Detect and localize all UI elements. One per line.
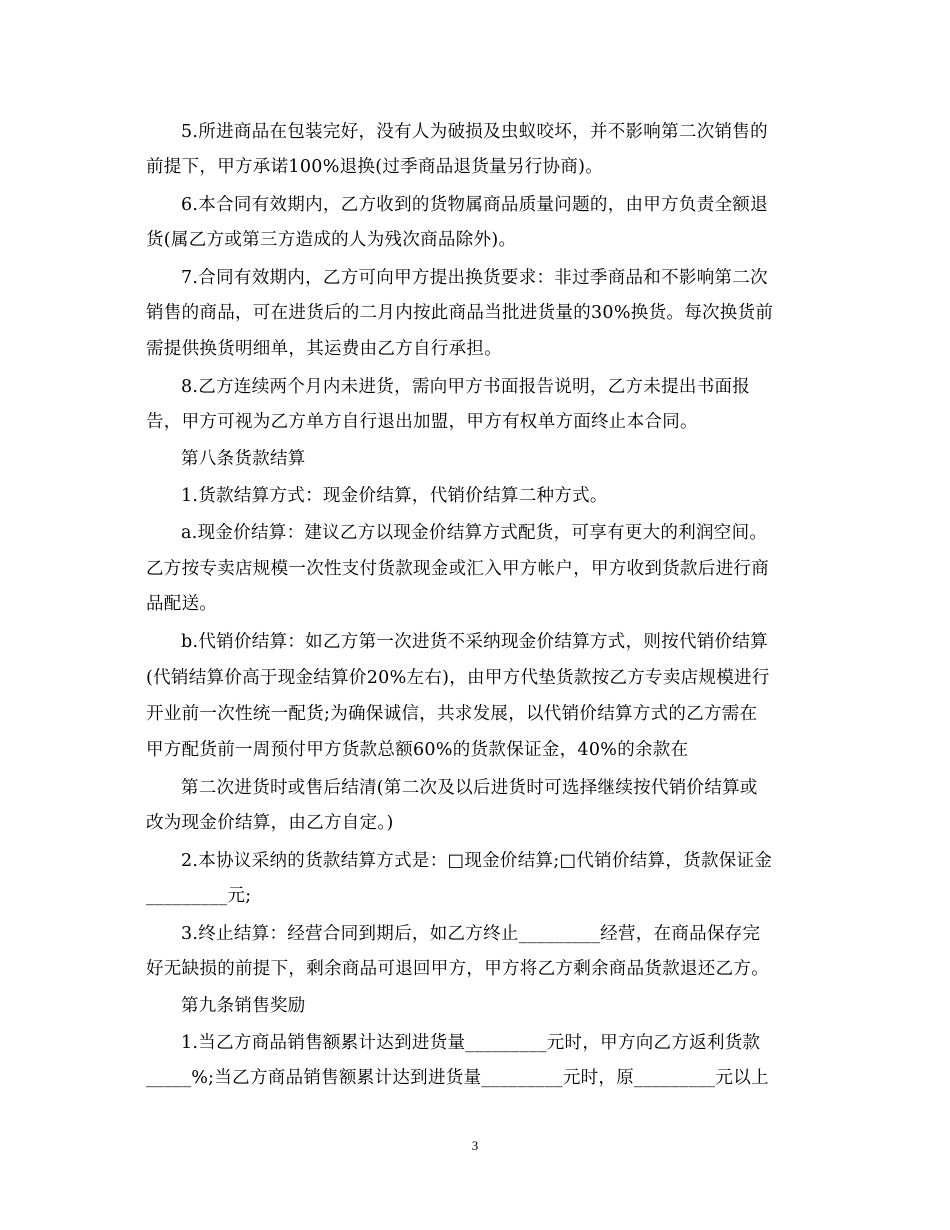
paragraph-line: 开业前一次性统一配货;为确保诚信，共求发展，以代销价结算方式的乙方需在 — [146, 704, 758, 724]
paragraph-line: 前提下，甲方承诺100%退换(过季商品退货量另行协商)。 — [146, 157, 604, 177]
paragraph-line: 6.本合同有效期内，乙方收到的货物属商品质量问题的，由甲方负责全额退 — [181, 195, 768, 215]
paragraph-line: 3.终止结算：经营合同到期后，如乙方终止_________经营，在商品保存完 — [181, 924, 761, 944]
paragraph-line: _________元; — [146, 886, 252, 906]
paragraph-line: 告，甲方可视为乙方单方自行退出加盟，甲方有权单方面终止本合同。 — [146, 412, 698, 432]
paragraph-line: (代销结算价高于现金结算价20%左右)，由甲方代垫货款按乙方专卖店规模进行 — [146, 668, 770, 688]
paragraph-line: 需提供换货明细单，其运费由乙方自行承担。 — [146, 339, 502, 359]
paragraph-line: 2.本协议采纳的货款结算方式是：□现金价结算;□代销价结算，货款保证金 — [181, 851, 773, 871]
paragraph-line: 品配送。 — [146, 594, 218, 614]
paragraph-line: 5.所进商品在包装完好，没有人为破损及虫蚁咬坏，并不影响第二次销售的 — [181, 122, 768, 142]
paragraph-line: 7.合同有效期内，乙方可向甲方提出换货要求：非过季商品和不影响第二次 — [181, 268, 768, 288]
paragraph-line: 销售的商品，可在进货后的二月内按此商品当批进货量的30%换货。每次换货前 — [146, 303, 774, 323]
paragraph-line: 乙方按专卖店规模一次性支付货款现金或汇入甲方帐户，甲方收到货款后进行商 — [146, 559, 769, 579]
paragraph-line: 好无缺损的前提下，剩余商品可退回甲方，甲方将乙方剩余商品货款退还乙方。 — [146, 959, 769, 979]
paragraph-line: b.代销价结算：如乙方第一次进货不采纳现金价结算方式，则按代销价结算 — [181, 632, 768, 652]
paragraph-line: 改为现金价结算，由乙方自定。) — [146, 813, 394, 833]
section-heading: 第九条销售奖励 — [181, 996, 306, 1016]
section-heading: 第八条货款结算 — [181, 449, 306, 469]
paragraph-line: 甲方配货前一周预付甲方货款总额60%的货款保证金，40%的余款在 — [146, 740, 689, 760]
paragraph-line: 1.当乙方商品销售额累计达到进货量_________元时，甲方向乙方返利货款 — [181, 1033, 761, 1053]
paragraph-line: 货(属乙方或第三方造成的人为残次商品除外)。 — [146, 230, 517, 250]
page-number: 3 — [471, 1138, 479, 1153]
paragraph-line: 第二次进货时或售后结清(第二次及以后进货时可选择继续按代销价结算或 — [181, 778, 758, 798]
paragraph-line: 8.乙方连续两个月内未进货，需向甲方书面报告说明，乙方未提出书面报 — [181, 377, 751, 397]
paragraph-line: a.现金价结算：建议乙方以现金价结算方式配货，可享有更大的利润空间。 — [181, 523, 768, 543]
paragraph-line: _____%;当乙方商品销售额累计达到进货量_________元时，原_________元以上 — [146, 1068, 769, 1088]
paragraph-line: 1.货款结算方式：现金价结算，代销价结算二种方式。 — [181, 486, 608, 506]
